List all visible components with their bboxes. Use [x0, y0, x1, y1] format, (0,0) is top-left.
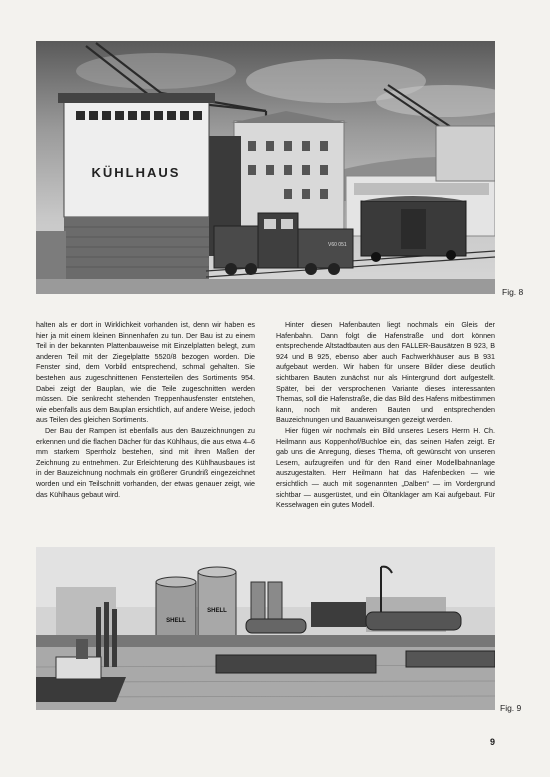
paragraph: Hinter diesen Hafenbauten liegt nochmals ein Gleis der Hafenbahn. Dann folgt die Hafenstraße und dort können entsprechende Altstadtbauten aus den FALLER-Bausätzen B 923, B 924 und B 925, ebenso aber auch Fachwerkhäuser aus B 931 aufgebaut werden. Wir haben für unsere Bilder diese deutlich sichtbaren Bauten zunächst nur als Hintergrund dort aufgestellt. Später, bei der versprochenen Variante dieses interessanten Themas, soll die Hafenstraße, die das Bild des Hafens mitbestimmen kann, noch mit anderen Bauten und entsprechenden Bauzeichnungen und Bauanweisungen gezeigt werden.: [276, 321, 495, 425]
figure-9-photo: [36, 547, 495, 710]
harbour-coldstore-image: [36, 41, 495, 294]
paragraph: Der Bau der Rampen ist ebenfalls aus den Bauzeichnungen zu erkennen und die flachen Dächer für das Kühlhaus, die aus etwa 4–6 mm starkem Sperrholz bestehen, sind mit ihren Maßen der Zeichnung zu entnehmen. Zur Erleichterung des Kühlhausbaues ist in der Bauzeichnung nochmals ein größerer Grundriß eingezeichnet worden und ein Teilschnitt vorhanden, der etwas genauer zeigt, wie das Kühlhaus gebaut wird.: [36, 426, 255, 499]
figure-9-label: Fig. 9: [500, 703, 522, 713]
harbour-oil-tanks-image: [36, 547, 495, 710]
loco-number: V60 051: [328, 242, 347, 248]
figure-8-photo: [36, 41, 495, 294]
article-left-column: [36, 320, 255, 500]
coldstore-sign: KÜHLHAUS: [91, 165, 181, 180]
page-number: 9: [490, 737, 496, 747]
article-right-column: [276, 320, 495, 511]
shell-logo: SHELL: [207, 608, 227, 614]
figure-8-label: Fig. 8: [502, 287, 524, 297]
shell-logo: SHELL: [166, 618, 186, 624]
paragraph: halten als er dort in Wirklichkeit vorhanden ist, denn wir haben es hier ja mit einem kleinen Binnenhafen zu tun. Der Bau ist zu einem Teil in der bekannten Plattenbauweise mit Einzelplatten belegt, zum anderen Teil mit der Ziegelplatte 5520/8 bezogen worden. Die Fenster sind, dem Vorbild entsprechend, schmal gehalten. Sie bestehen aus zugeschnittenen Fensterteilen des Sortiments 954. Dabei zeigt der Bauplan, wie die Teile zugeschnitten werden müssen. Die senkrecht stehenden Treppenhausfenster entstehen, wie ebenfalls aus dem Bauplan ersichtlich, auf andere Weise, jedoch aus Teilen des gleichen Sortiments.: [36, 321, 255, 425]
paragraph: Hier fügen wir nochmals ein Bild unseres Lesers Herrn H. Ch. Heilmann aus Koppenhof/Buchloe ein, das seinen Hafen zeigt. Er gab uns die Anregung, dieses Thema, oft gewünscht von unseren Lesern, aufzugreifen und für den Rand einer Modellbahnanlage auszugestalten. Herr Heilmann hat das Hafenbecken — wie ersichtlich — auch mit sogenannten „Dalben“ — im Vordergrund sichtbar — ausgerüstet, und ein Öltanklager am Kai aufgebaut. Für Kesselwagen ein gutes Modell.: [276, 426, 495, 510]
